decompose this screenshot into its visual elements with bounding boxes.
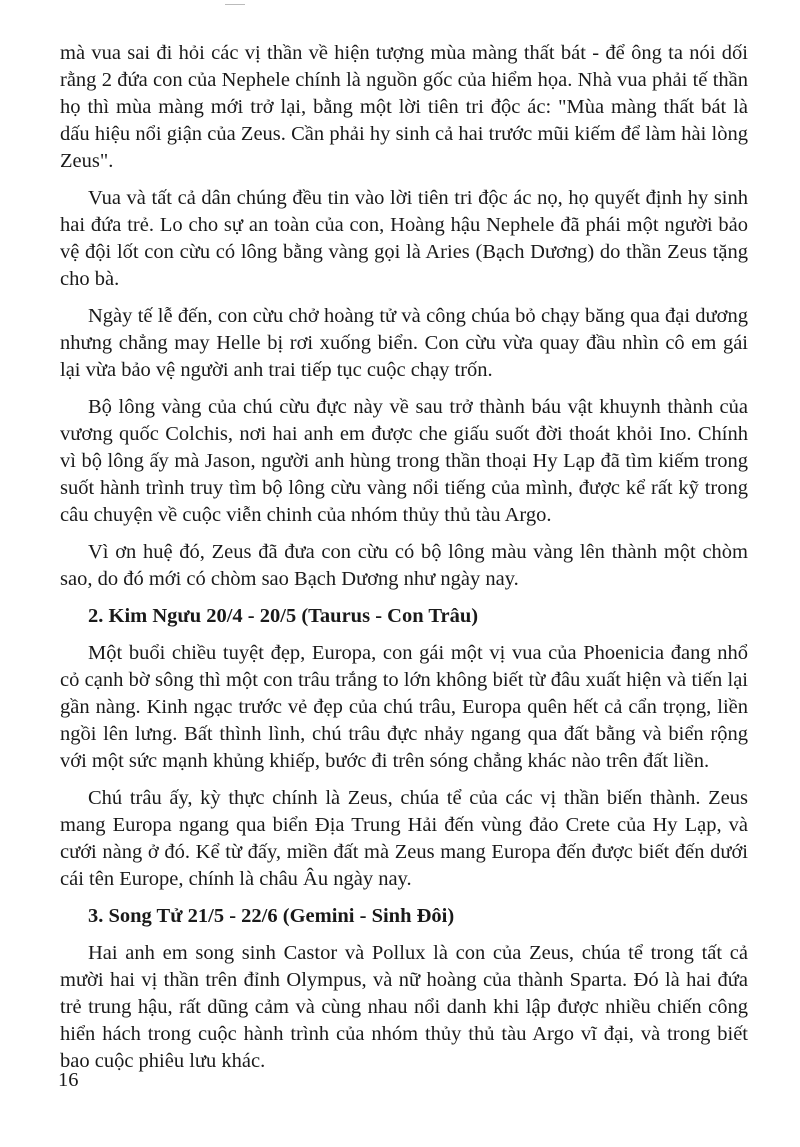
paragraph: Bộ lông vàng của chú cừu đực này về sau trở thành báu vật khuynh thành của vương quốc Colchis, nơi hai anh em được che giấu suốt đời thoát khỏi Ino. Chính vì bộ lông ấy mà Jason, người anh hùng trong thần thoại Hy Lạp đã tìm kiếm trong suốt hành trình truy tìm bộ lông cừu vàng nổi tiếng của mình, được kể rất kỹ trong câu chuyện về cuộc viễn chinh của nhóm thủy thủ tàu Argo. (60, 396, 748, 526)
page-body (60, 40, 748, 1085)
page-number: 16 (58, 1069, 79, 1091)
paragraph: Ngày tế lễ đến, con cừu chở hoàng tử và công chúa bỏ chạy băng qua đại dương nhưng chẳng may Helle bị rơi xuống biển. Con cừu vừa quay đầu nhìn cô em gái lại vừa bảo vệ người anh trai tiếp tục cuộc chạy trốn. (60, 305, 748, 381)
paragraph: Vua và tất cả dân chúng đều tin vào lời tiên tri độc ác nọ, họ quyết định hy sinh hai đứa trẻ. Lo cho sự an toàn của con, Hoàng hậu Nephele đã phái một người bảo vệ đội lốt con cừu có lông bằng vàng gọi là Aries (Bạch Dương) do thần Zeus tặng cho bà. (60, 187, 748, 290)
section-heading-taurus: 2. Kim Ngưu 20/4 - 20/5 (Taurus - Con Trâu) (88, 605, 479, 627)
paragraph-continuation: mà vua sai đi hỏi các vị thần về hiện tượng mùa màng thất bát - để ông ta nói dối rằng 2 đứa con của Nephele chính là nguồn gốc của hiểm họa. Nhà vua phải tế thần họ thì mùa màng mới trở lại, bằng một lời tiên tri độc ác: "Mùa màng thất bát là dấu hiệu nổi giận của Zeus. Cần phải hy sinh cả hai trước mũi kiếm để làm hài lòng Zeus". (60, 42, 748, 172)
paragraph: Chú trâu ấy, kỳ thực chính là Zeus, chúa tể của các vị thần biến thành. Zeus mang Europa ngang qua biển Địa Trung Hải đến vùng đảo Crete của Hy Lạp, và cưới nàng ở đó. Kể từ đấy, miền đất mà Zeus mang Europa đến được biết đến dưới cái tên Europe, chính là châu Âu ngày nay. (60, 787, 748, 890)
paragraph: Vì ơn huệ đó, Zeus đã đưa con cừu có bộ lông màu vàng lên thành một chòm sao, do đó mới có chòm sao Bạch Dương như ngày nay. (60, 541, 748, 590)
paragraph: Một buổi chiều tuyệt đẹp, Europa, con gái một vị vua của Phoenicia đang nhổ cỏ cạnh bờ sông thì một con trâu trắng to lớn không biết từ đâu xuất hiện và tiến lại gần nàng. Kinh ngạc trước vẻ đẹp của chú trâu, Europa quên hết cả cẩn trọng, liền ngồi lên lưng. Bất thình lình, chú trâu đực nhảy ngang qua đất bằng và biển rộng với một sức mạnh khủng khiếp, bước đi trên sóng chẳng khác nào trên đất liền. (60, 642, 748, 772)
scan-mark (225, 4, 245, 5)
paragraph: Hai anh em song sinh Castor và Pollux là con của Zeus, chúa tể trong tất cả mười hai vị thần trên đỉnh Olympus, và nữ hoàng của thành Sparta. Đó là hai đứa trẻ trung hậu, rất dũng cảm và cùng nhau nổi danh khi lập được nhiều chiến công hiển hách trong cuộc hành trình của nhóm thủy thủ tàu Argo vĩ đại, và trong biết bao cuộc phiêu lưu khác. (60, 942, 748, 1072)
section-heading-gemini: 3. Song Tử 21/5 - 22/6 (Gemini - Sinh Đôi) (88, 905, 455, 927)
